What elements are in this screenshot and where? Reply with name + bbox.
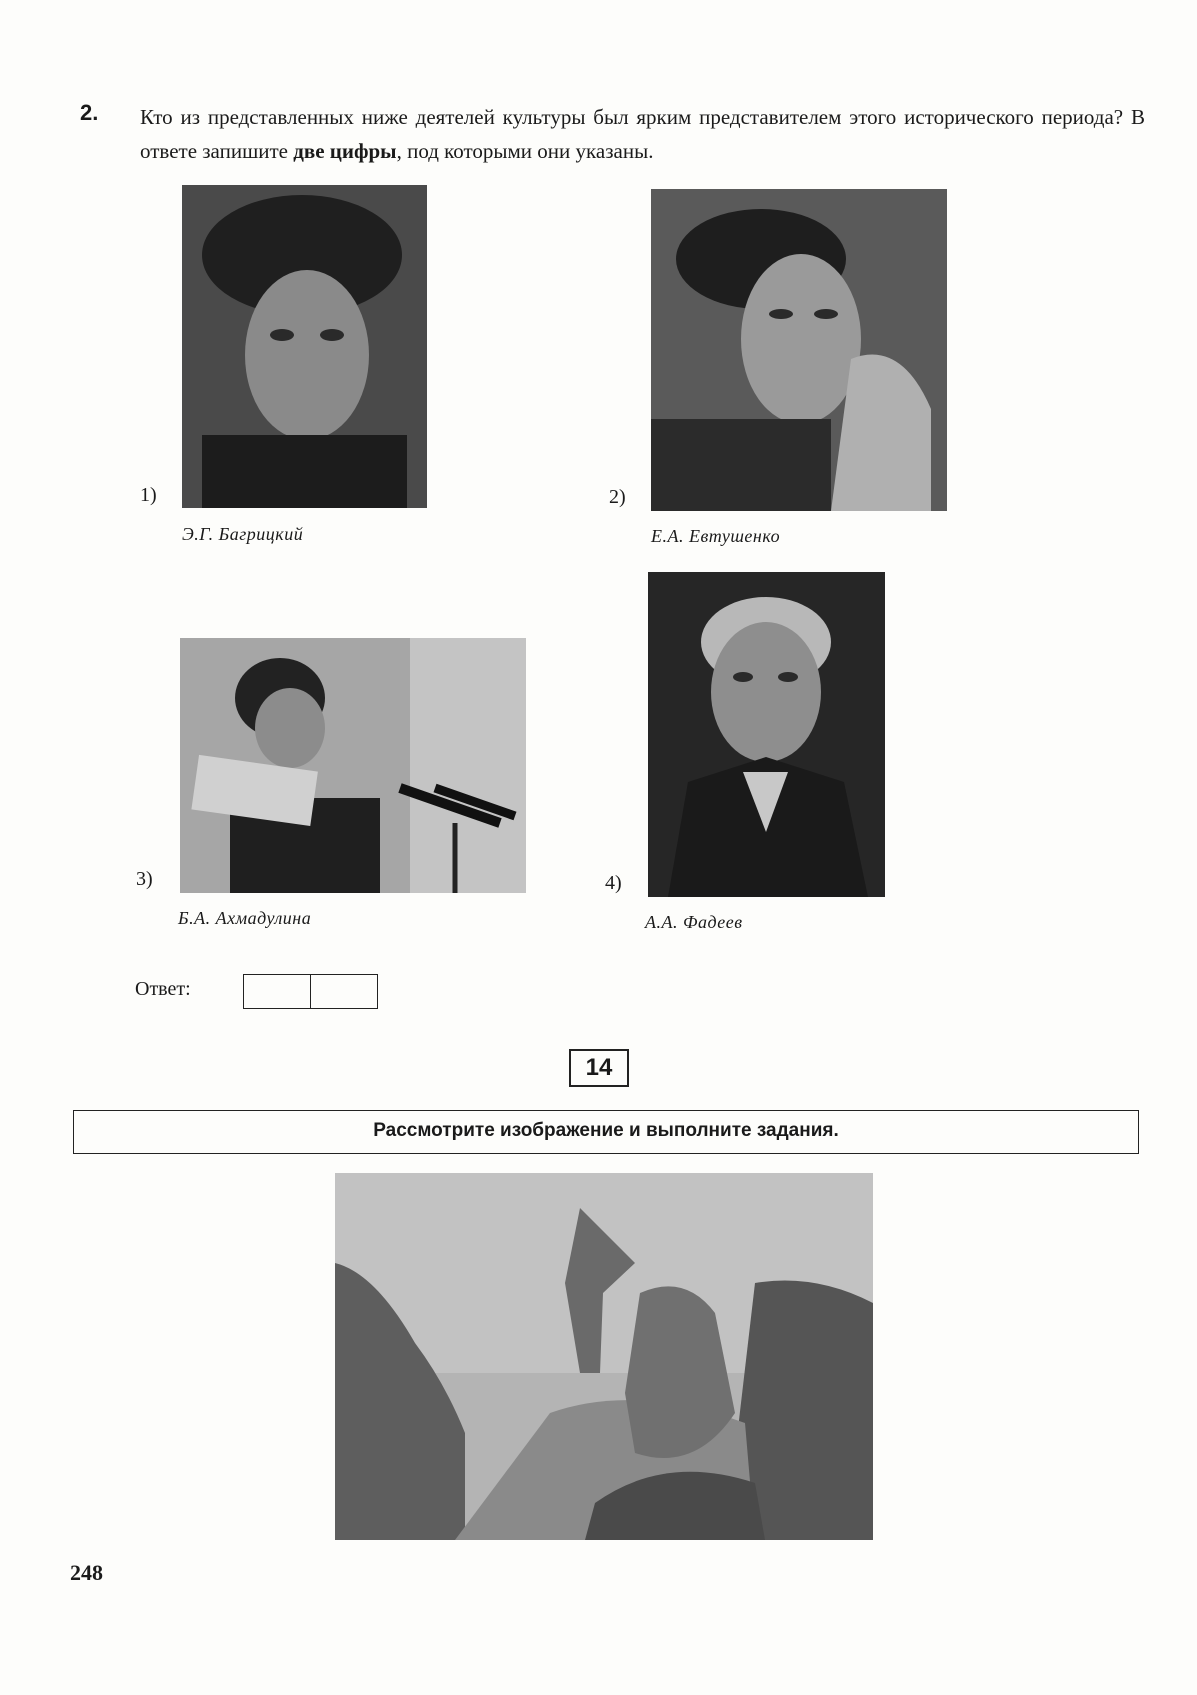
question-text-part: Кто из представленных ниже деятелей культуры был ярким представителем этого исторического периода? В ответе запишите: [140, 105, 1145, 163]
portrait-photo-2: [651, 189, 947, 511]
answer-label: Ответ:: [135, 978, 191, 1000]
task-instruction: Рассмотрите изображение и выполните задания.: [73, 1110, 1139, 1154]
task-number: 14: [569, 1049, 629, 1087]
portrait-number-2: 2): [609, 486, 626, 508]
portrait-number-1: 1): [140, 484, 157, 506]
portrait-caption-2: Е.А. Евтушенко: [651, 526, 781, 546]
portrait-photo-1: [182, 185, 427, 508]
answer-cell-2[interactable]: [310, 975, 377, 1008]
page-number: 248: [70, 1560, 103, 1585]
portrait-number-3: 3): [136, 868, 153, 890]
portrait-caption-3: Б.А. Ахмадулина: [178, 908, 312, 928]
portrait-photo-3: [180, 638, 526, 893]
question-text: [140, 100, 1145, 168]
question-text-part: , под которыми они указаны.: [396, 139, 654, 163]
answer-box: [243, 974, 378, 1009]
answer-cell-1[interactable]: [244, 975, 310, 1008]
portrait-caption-1: Э.Г. Багрицкий: [182, 524, 304, 544]
monument-photo: [335, 1173, 873, 1540]
portrait-caption-4: А.А. Фадеев: [645, 912, 743, 932]
portrait-number-4: 4): [605, 872, 622, 894]
portrait-photo-4: [648, 572, 885, 897]
question-number: 2.: [80, 100, 99, 125]
question-text-bold: две цифры: [293, 139, 397, 163]
